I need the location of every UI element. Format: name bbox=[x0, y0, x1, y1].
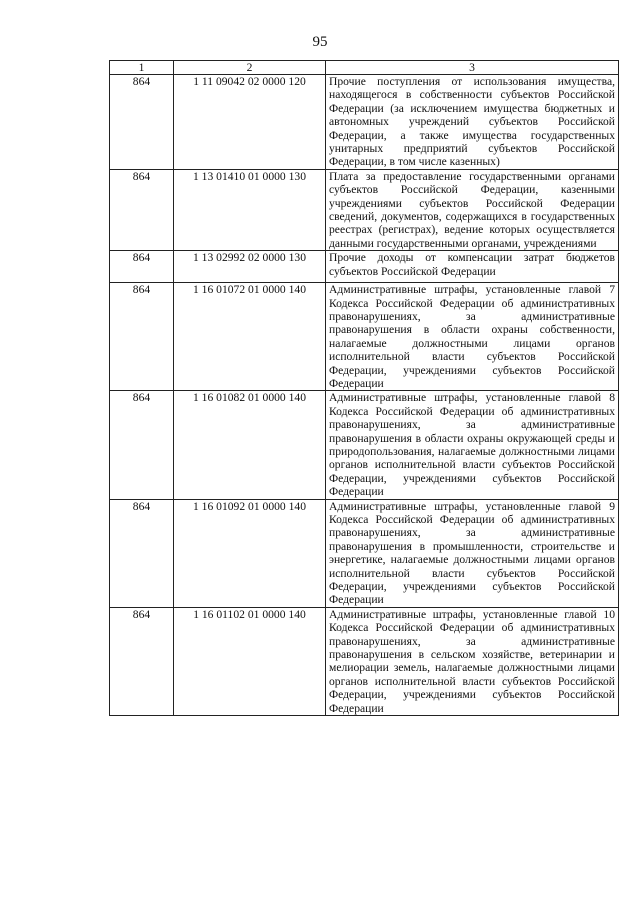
revenue-code: 1 16 01092 01 0000 140 bbox=[174, 499, 326, 607]
revenue-description: Административные штрафы, установленные главой 7 Кодекса Российской Федерации об административных правонарушениях, за административные правонарушения в области охраны собственности, налагаемые должностными лицами органов исполнительной власти субъектов Российской Федерации, учреждениями субъектов Российской Федерации bbox=[326, 283, 619, 391]
revenue-code: 1 13 01410 01 0000 130 bbox=[174, 169, 326, 250]
table-row bbox=[110, 251, 619, 283]
administrator-code: 864 bbox=[110, 251, 174, 283]
table-row bbox=[110, 283, 619, 391]
revenue-codes-table bbox=[109, 60, 619, 716]
administrator-code: 864 bbox=[110, 283, 174, 391]
revenue-description: Административные штрафы, установленные главой 9 Кодекса Российской Федерации об административных правонарушениях, за административные правонарушения в промышленности, строительстве и энергетике, налагаемые должностными лицами органов исполнительной власти субъектов Российской Федерации, учреждениями субъектов Российской Федерации bbox=[326, 499, 619, 607]
table-header-row bbox=[110, 61, 619, 75]
revenue-code: 1 16 01082 01 0000 140 bbox=[174, 391, 326, 499]
revenue-description: Прочие поступления от использования имущества, находящегося в собственности субъектов Российской Федерации (за исключением имущества бюджетных и автономных учреждений субъектов Российской Федерации, а также имущества государственных унитарных предприятий субъектов Российской Федерации, в том числе казенных) bbox=[326, 75, 619, 170]
table-row bbox=[110, 75, 619, 170]
revenue-code: 1 13 02992 02 0000 130 bbox=[174, 251, 326, 283]
table-row bbox=[110, 169, 619, 250]
table-row bbox=[110, 607, 619, 715]
page-number: 95 bbox=[312, 34, 328, 50]
table-row bbox=[110, 499, 619, 607]
table-row bbox=[110, 391, 619, 499]
column-header-2: 2 bbox=[174, 61, 326, 75]
administrator-code: 864 bbox=[110, 75, 174, 170]
revenue-description bbox=[326, 251, 619, 283]
revenue-description: Административные штрафы, установленные главой 10 Кодекса Российской Федерации об административных правонарушениях, за административные правонарушения в сельском хозяйстве, ветеринарии и мелиорации земель, налагаемые должностными лицами органов исполнительной власти субъектов Российской Федерации, учреждениями субъектов Российской Федерации bbox=[326, 607, 619, 715]
revenue-code: 1 16 01072 01 0000 140 bbox=[174, 283, 326, 391]
administrator-code: 864 bbox=[110, 169, 174, 250]
row-spacer bbox=[329, 278, 615, 282]
revenue-description: Административные штрафы, установленные главой 8 Кодекса Российской Федерации об административных правонарушениях, за административные правонарушения в области охраны окружающей среды и природопользования, налагаемые должностными лицами органов исполнительной власти субъектов Российской Федерации, учреждениями субъектов Российской Федерации bbox=[326, 391, 619, 499]
column-header-3: 3 bbox=[326, 61, 619, 75]
revenue-code: 1 16 01102 01 0000 140 bbox=[174, 607, 326, 715]
revenue-description-text: Прочие доходы от компенсации затрат бюджетов субъектов Российской Федерации bbox=[329, 251, 615, 278]
revenue-code: 1 11 09042 02 0000 120 bbox=[174, 75, 326, 170]
administrator-code: 864 bbox=[110, 607, 174, 715]
revenue-description: Плата за предоставление государственными органами субъектов Российской Федерации, казенными учреждениями субъектов Российской Федерации сведений, документов, содержащихся в государственных реестрах (регистрах), ведение которых осуществляется данными государственными органами, учреждениями bbox=[326, 169, 619, 250]
administrator-code: 864 bbox=[110, 391, 174, 499]
column-header-1: 1 bbox=[110, 61, 174, 75]
administrator-code: 864 bbox=[110, 499, 174, 607]
